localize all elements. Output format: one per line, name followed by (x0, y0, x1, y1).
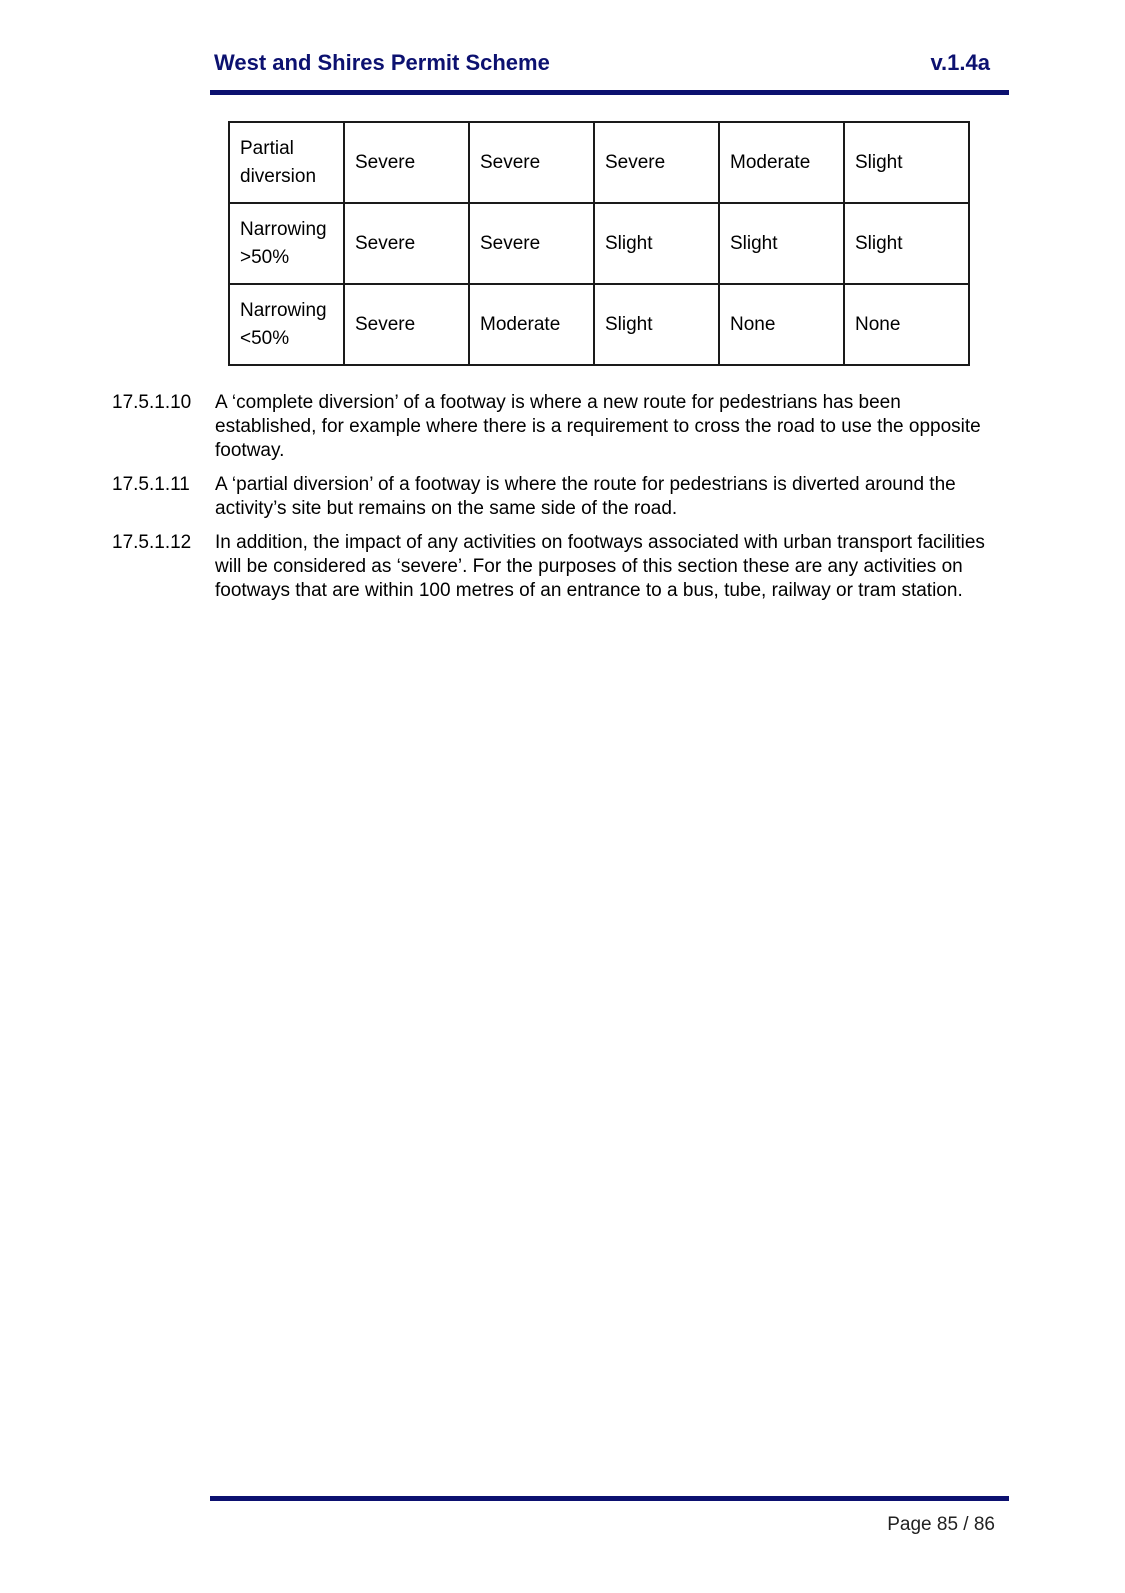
paragraph-text: A ‘complete diversion’ of a footway is where a new route for pedestrians has been established, for example where there is a requirement to cross the road to use the opposite footway. (215, 392, 981, 461)
page-number: Page 85 / 86 (887, 1514, 995, 1535)
table-cell: Slight (594, 284, 719, 365)
paragraph-text: A ‘partial diversion’ of a footway is where the route for pedestrians is diverted around the activity’s site but remains on the same side of the road. (215, 474, 956, 519)
table-cell-row-label: Partial diversion (229, 122, 344, 203)
paragraph-number: 17.5.1.10 (112, 392, 192, 413)
table-cell: Slight (594, 203, 719, 284)
paragraph-number: 17.5.1.12 (112, 532, 192, 553)
table-cell: Severe (344, 203, 469, 284)
table-cell-row-label: Narrowing >50% (229, 203, 344, 284)
table-row (229, 122, 969, 203)
table-cell: Severe (469, 122, 594, 203)
paragraph-number: 17.5.1.11 (112, 474, 190, 495)
paragraph-17-5-1-12 (112, 531, 1002, 603)
table-cell: None (844, 284, 969, 365)
paragraph-17-5-1-10 (112, 391, 1002, 463)
table-cell: Slight (719, 203, 844, 284)
header-divider (210, 90, 1009, 95)
table-cell: Slight (844, 203, 969, 284)
table-row (229, 203, 969, 284)
footer-divider (210, 1496, 1009, 1501)
document-title: West and Shires Permit Scheme (214, 50, 550, 75)
table-cell: Severe (594, 122, 719, 203)
table-cell: Severe (344, 122, 469, 203)
table-cell-row-label: Narrowing <50% (229, 284, 344, 365)
table-cell: Severe (344, 284, 469, 365)
document-version: v.1.4a (930, 50, 990, 75)
impact-table (228, 121, 970, 366)
paragraph-text: In addition, the impact of any activities on footways associated with urban transport facilities will be considered as ‘severe’. For the purposes of this section these are any activities on footways that are within 100 metres of an entrance to a bus, tube, railway or tram station. (215, 532, 985, 601)
table-row (229, 284, 969, 365)
table-cell: Severe (469, 203, 594, 284)
table-cell: Moderate (719, 122, 844, 203)
paragraph-17-5-1-11 (112, 473, 1002, 521)
table-cell: Slight (844, 122, 969, 203)
table-cell: None (719, 284, 844, 365)
table-cell: Moderate (469, 284, 594, 365)
